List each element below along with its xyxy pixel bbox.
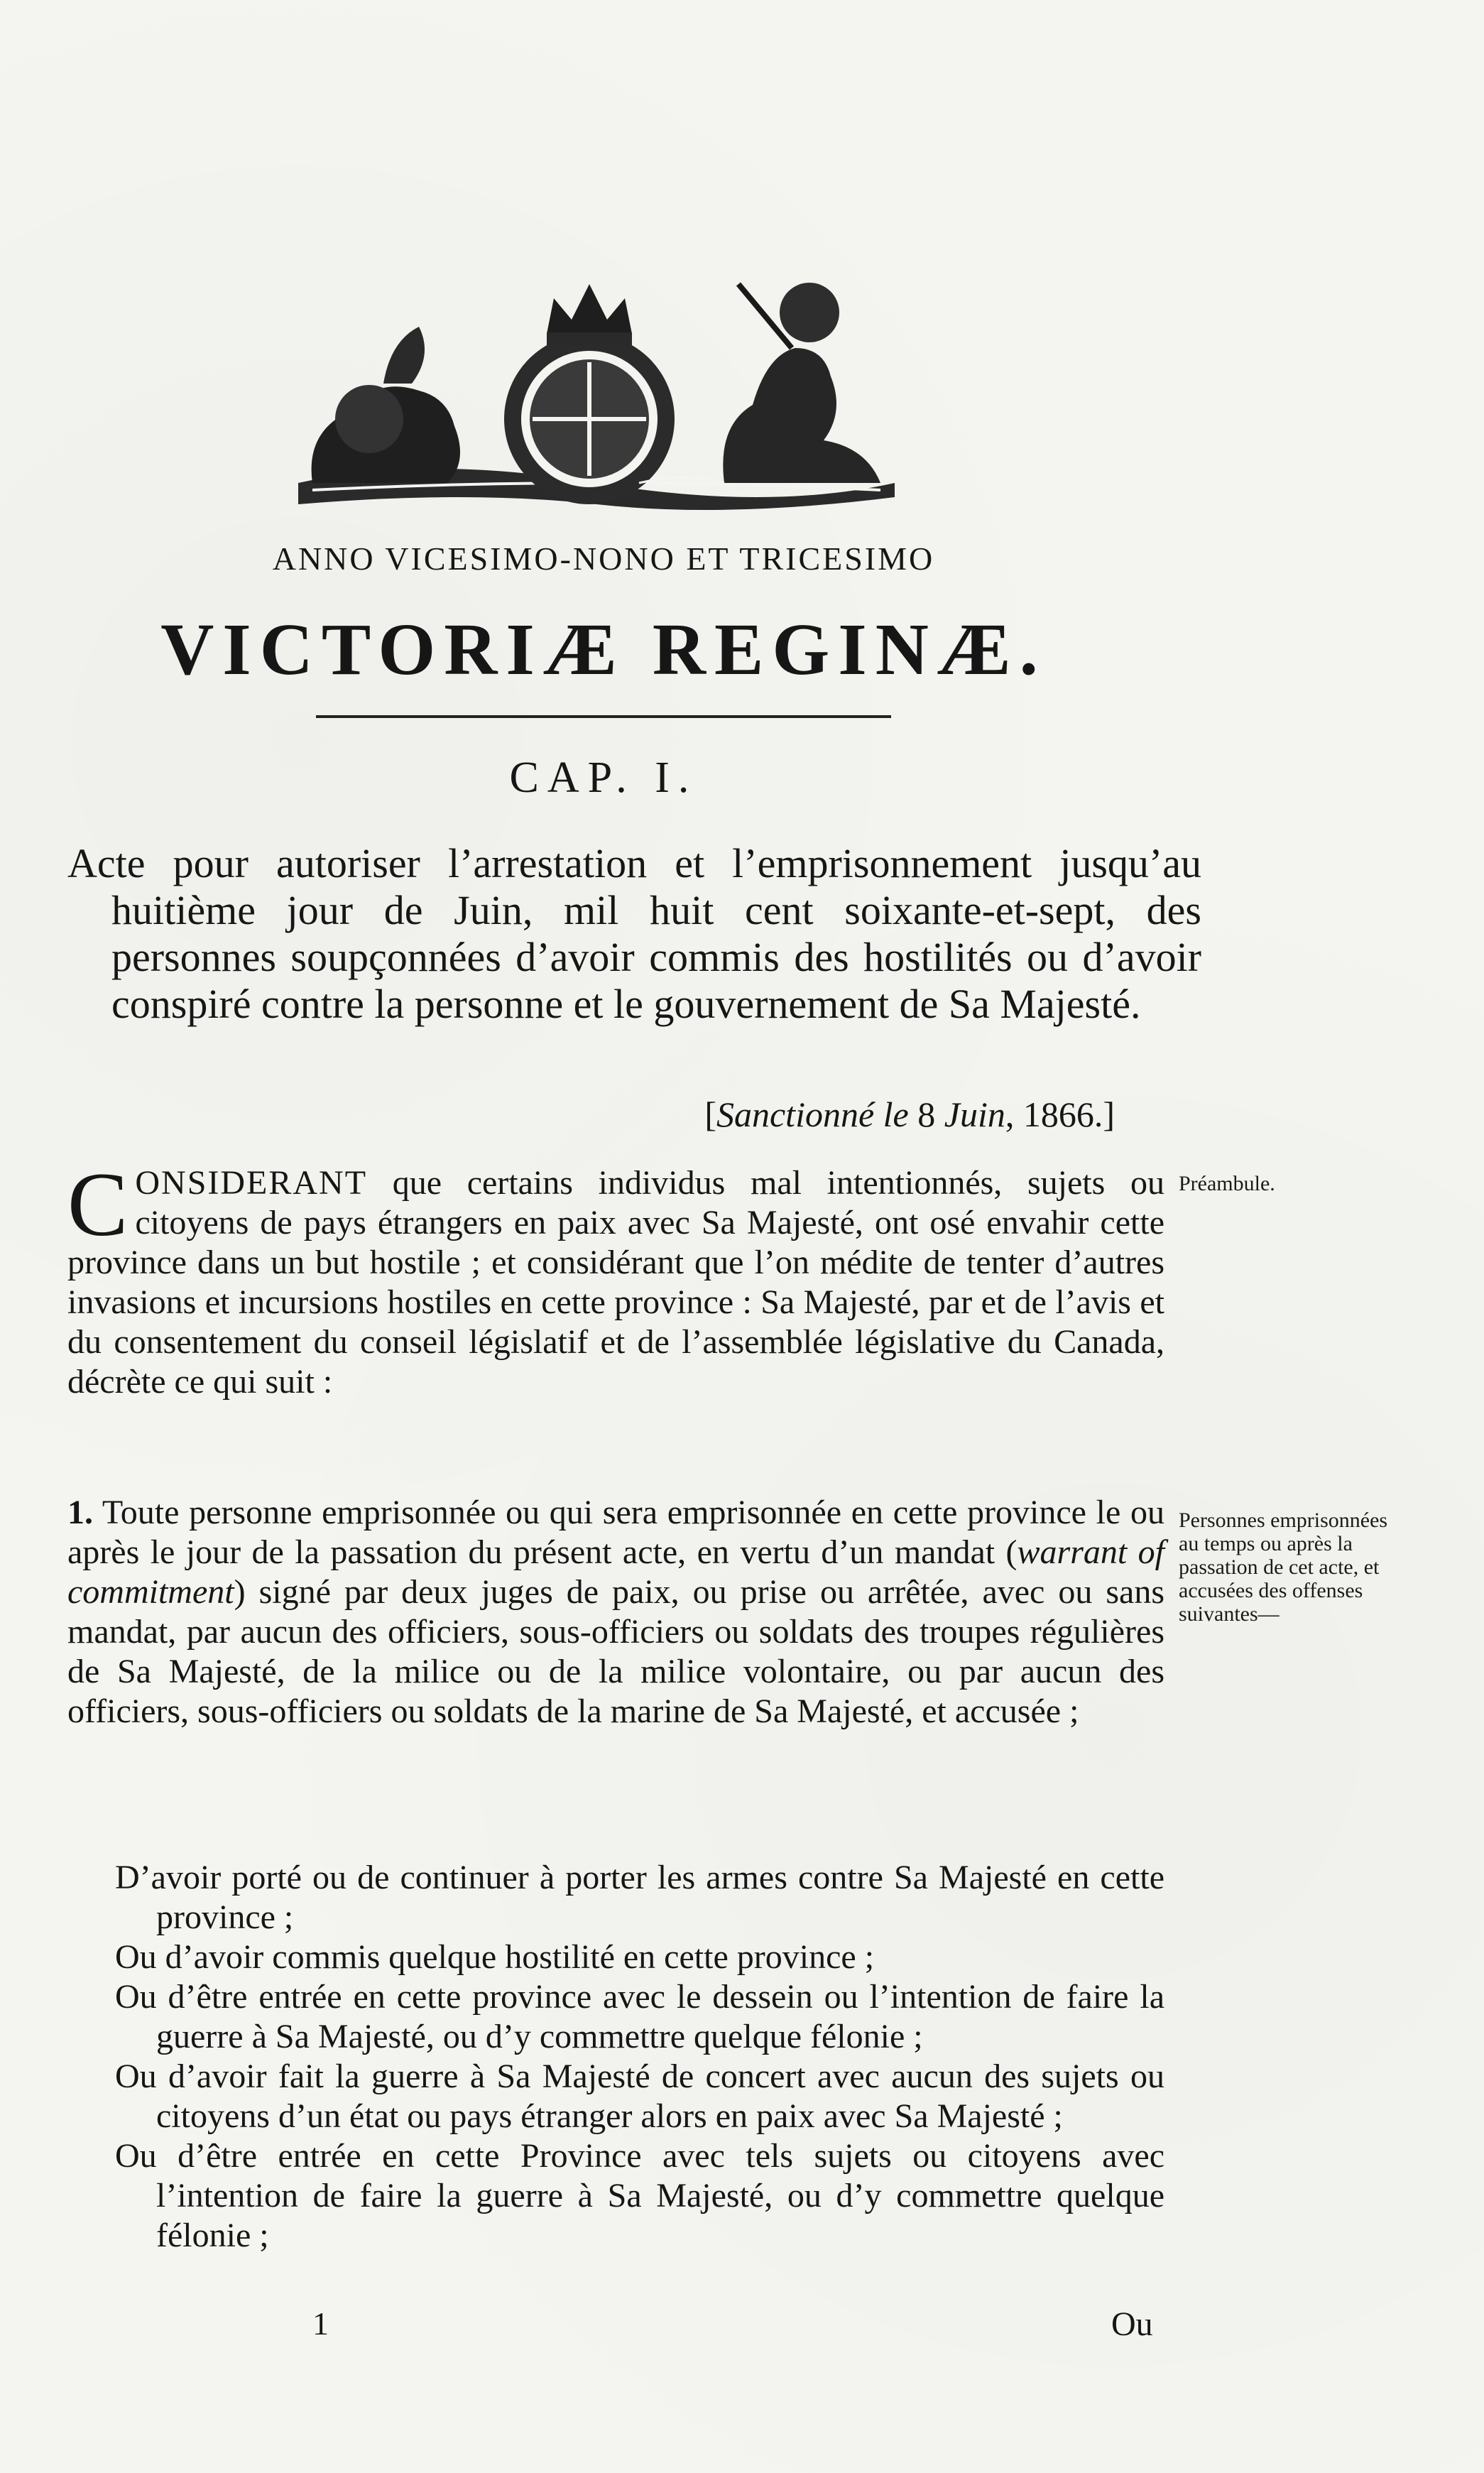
sanction-day: 8	[908, 1094, 944, 1134]
preamble-paragraph	[67, 1154, 1164, 1402]
chapter-heading: CAP. I.	[509, 754, 698, 802]
section-1-text-b: ) signé par deux juges de paix, ou prise ou arrêtée, avec ou sans mandat, par aucun des officiers, sous-officiers ou soldats des troupes régulières de Sa Majesté, de la milice ou de la milice volontaire, ou par aucun des officiers, sous-officiers ou soldats de la marine de Sa Majesté, et accusée ;	[67, 1573, 1164, 1730]
sanction-open: [	[704, 1094, 716, 1134]
section-1-text-a: Toute personne emprisonnée ou qui sera emprisonnée en cette province le ou après le jour de la passation du présent acte, en vertu d’un mandat (	[67, 1494, 1164, 1571]
sanction-date	[0, 1094, 1115, 1135]
offence-list	[115, 1858, 1164, 2256]
catchword: Ou	[1111, 2305, 1153, 2343]
sovereign-heading: VICTORIÆ REGINÆ.	[160, 609, 1047, 690]
sanction-year: , 1866.]	[1005, 1094, 1115, 1134]
list-item: Ou d’avoir commis quelque hostilité en cette province ;	[115, 1938, 875, 1976]
royal-coat-of-arms-icon	[284, 270, 909, 533]
section-1-italic-term: warrant of commitment	[67, 1533, 1165, 1611]
list-item: Ou d’avoir fait la guerre à Sa Majesté de concert avec aucun des sujets ou citoyens d’un état ou pays étranger alors en paix avec Sa Majesté ;	[115, 2058, 1164, 2135]
drop-cap: C	[67, 1154, 129, 1255]
signature-mark: 1	[312, 2305, 329, 2342]
list-item: Ou d’être entrée en cette Province avec tels sujets ou citoyens avec l’intention de faire la guerre à Sa Majesté, ou d’y commettre quelque félonie ;	[115, 2137, 1164, 2254]
preamble-lead: ONSIDERANT	[135, 1164, 368, 1202]
act-title: Acte pour autoriser l’arrestation et l’emprisonnement jusqu’au huitième jour de Juin, mil huit cent soixante-et-sept, des personnes soupçonnées d’avoir commis des hostilités ou d’avoir conspiré contre la personne et le gouvernement de Sa Majesté.	[67, 840, 1201, 1027]
sidenote-preamble: Préambule.	[1179, 1172, 1275, 1195]
list-item: D’avoir porté ou de continuer à porter les armes contre Sa Majesté en cette province ;	[115, 1859, 1164, 1936]
list-item: Ou d’être entrée en cette province avec le dessein ou l’intention de faire la guerre à Sa Majesté, ou d’y commettre quelque félonie ;	[115, 1978, 1164, 2055]
sanction-label: Sanctionné le	[716, 1094, 909, 1134]
section-1-paragraph	[67, 1493, 1164, 1732]
heading-divider	[316, 715, 891, 718]
sanction-month: Juin	[944, 1094, 1005, 1134]
regnal-year-heading: ANNO VICESIMO-NONO ET TRICESIMO	[272, 540, 935, 577]
preamble-text: que certains individus mal intentionnés, sujets ou citoyens de pays étrangers en paix avec Sa Majesté, ont osé envahir cette province dans un but hostile ; et considérant que l’on médite de tenter d’autres invasions et incursions hostiles en cette province : Sa Majesté, par et de l’avis et du consentement du conseil législatif et de l’assemblée législative du Canada, décrète ce qui suit :	[67, 1164, 1164, 1401]
sidenote-section-1: Personnes emprisonnées au temps ou après la passation de cet acte, et accusées des offenses suivantes—	[1179, 1509, 1388, 1626]
section-number: 1.	[67, 1494, 93, 1531]
